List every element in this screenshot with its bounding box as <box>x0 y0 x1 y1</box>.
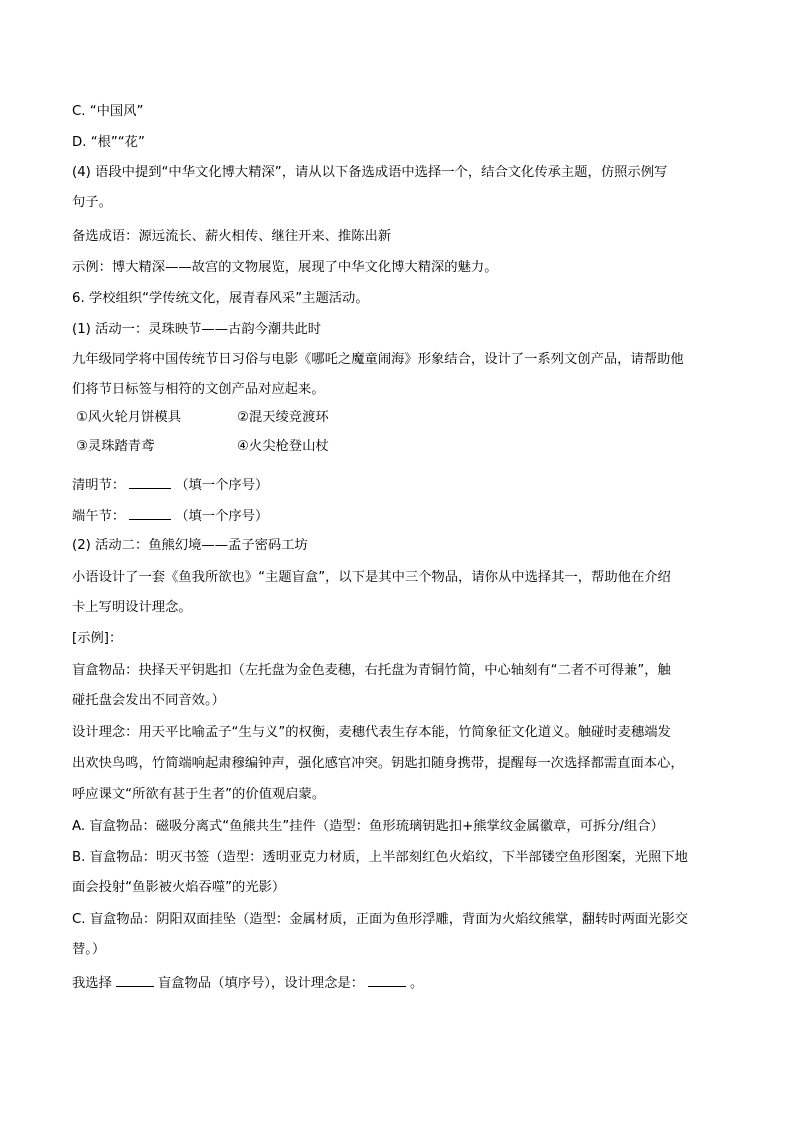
final-text-c: 。 <box>410 976 424 991</box>
example-item-2: 碰托盘会发出不同音效。） <box>72 693 225 708</box>
qingming-label: 清明节： <box>72 478 126 493</box>
final-text-b: 盲盒物品（填序号），设计理念是： <box>157 976 364 991</box>
choice-blank[interactable] <box>116 972 154 987</box>
blindbox-option-a: A. 盲盒物品：磁吸分离式“鱼熊共生”挂件（造型：鱼形琉璃钥匙扣+熊掌纹金属徽章，可拆分/组合） <box>72 819 664 834</box>
activity-2-desc-1: 小语设计了一套《鱼我所欲也》“主题盲盒”，以下是其中三个物品，请你从中选择其一，帮助他在介绍 <box>72 570 671 585</box>
duanwu-label: 端午节： <box>72 509 126 524</box>
example-item-1: 盲盒物品：抉择天平钥匙扣（左托盘为金色麦穗，右托盘为青铜竹简，中心轴刻有“二者不可得兼”，触 <box>72 663 671 678</box>
activity-2-desc-2: 卡上写明设计理念。 <box>72 600 192 615</box>
option-c: C. “中国风” <box>72 104 144 119</box>
duanwu-hint: （填一个序号） <box>175 509 269 524</box>
example-heading: [示例]： <box>72 631 123 646</box>
duanwu-answer-blank[interactable] <box>129 505 171 520</box>
activity-1-title: (1) 活动一：灵珠映节——古韵今潮共此时 <box>72 322 322 337</box>
activity-2-title: (2) 活动二：鱼熊幻境——孟子密码工坊 <box>72 538 308 553</box>
blindbox-option-b-1: B. 盲盒物品：明灭书签（造型：透明亚克力材质，上半部刻红色火焰纹，下半部镂空鱼形图案，光照下地 <box>72 850 688 865</box>
product-option-2: ②混天绫竞渡环 <box>237 410 329 425</box>
final-answer-line <box>72 972 722 994</box>
qingming-question <box>72 474 722 496</box>
question-4-line-2: 句子。 <box>72 195 112 210</box>
design-concept-2: 出欢快鸟鸣，竹简端响起肃穆编钟声，强化感官冲突。钥匙扣随身携带，提醒每一次选择都需直面本心， <box>72 756 684 771</box>
product-option-3: ③灵珠踏青鸢 <box>76 439 155 454</box>
duanwu-question <box>72 505 722 527</box>
option-d: D. “根”“花” <box>72 135 145 150</box>
design-concept-1: 设计理念：用天平比喻孟子“生与义”的权衡，麦穗代表生存本能，竹简象征文化道义。触碰时麦穗端发 <box>72 725 671 740</box>
blindbox-option-b-2: 面会投射“鱼影被火焰吞噬”的光影） <box>72 880 286 895</box>
question-6-title: 6. 学校组织“学传统文化，展青春风采”主题活动。 <box>72 291 369 306</box>
concept-blank[interactable] <box>368 972 406 987</box>
idiom-options: 备选成语：源远流长、薪火相传、继往开来、推陈出新 <box>72 229 392 244</box>
activity-1-desc-1: 九年级同学将中国传统节日习俗与电影《哪吒之魔童闹海》形象结合，设计了一系列文创产品，请帮助他 <box>72 352 684 367</box>
blindbox-option-c-2: 替。） <box>72 942 106 957</box>
design-concept-3: 呼应课文“所欲有甚于生者”的价值观启蒙。 <box>72 787 326 802</box>
activity-1-desc-2: 们将节日标签与相符的文创产品对应起来。 <box>72 382 325 397</box>
product-option-4: ④火尖枪登山杖 <box>237 439 329 454</box>
product-option-1: ①风火轮月饼模具 <box>76 410 181 425</box>
example-sentence: 示例：博大精深——故宫的文物展览，展现了中华文化博大精深的魅力。 <box>72 260 498 275</box>
final-text-a: 我选择 <box>72 976 112 991</box>
qingming-answer-blank[interactable] <box>129 474 171 489</box>
blindbox-option-c-1: C. 盲盒物品：阴阳双面挂坠（造型：金属材质，正面为鱼形浮雕，背面为火焰纹熊掌，翻转时两面光影交 <box>72 912 689 927</box>
question-4-line-1: (4) 语段中提到“中华文化博大精深”，请从以下备选成语中选择一个，结合文化传承主题，仿照示例写 <box>72 165 668 180</box>
qingming-hint: （填一个序号） <box>175 478 269 493</box>
